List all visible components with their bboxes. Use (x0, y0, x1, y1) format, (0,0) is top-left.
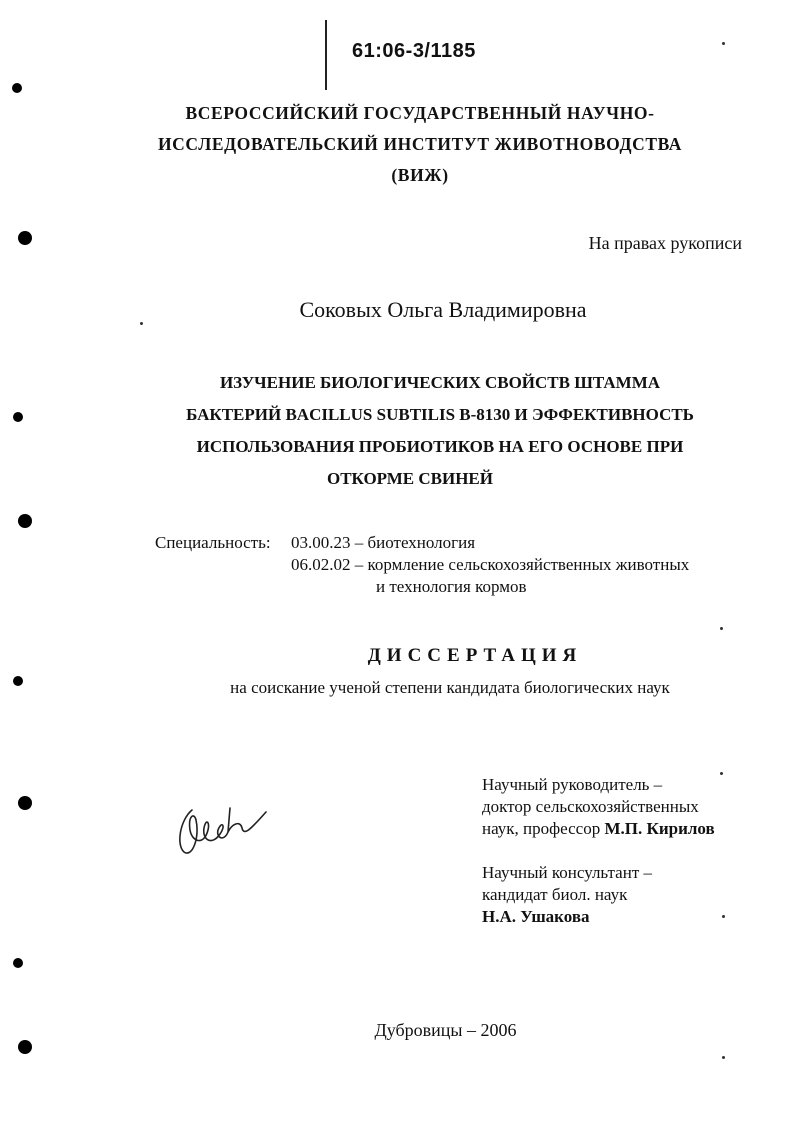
binding-hole (13, 958, 23, 968)
specialty-line: 03.00.23 – биотехнология (291, 533, 476, 552)
specialty-label: Специальность: (155, 533, 271, 552)
dissertation-subtitle: на соискание ученой степени кандидата биологических наук (230, 678, 670, 697)
scan-speck (720, 772, 723, 775)
manuscript-rights-note: На правах рукописи (588, 233, 742, 253)
advisor-degree: доктор сельскохозяйственных (482, 797, 699, 816)
title-line: БАКТЕРИЙ BACILLUS SUBTILIS В-8130 И ЭФФЕКТИВНОСТЬ (186, 405, 694, 424)
advisor-title-line (482, 818, 715, 840)
consultant-name: Н.А. Ушакова (482, 907, 590, 926)
title-line: ИЗУЧЕНИЕ БИОЛОГИЧЕСКИХ СВОЙСТВ ШТАММА (219, 373, 661, 392)
author-name: Соковых Ольга Владимировна (299, 297, 587, 322)
scan-speck (722, 1056, 725, 1059)
institute-name (120, 98, 720, 191)
binding-hole (18, 1040, 32, 1054)
scan-speck (720, 627, 723, 630)
binding-hole (18, 231, 32, 245)
advisor-role: Научный руководитель – (482, 775, 663, 794)
dissertation-title (140, 367, 740, 495)
consultant-degree: кандидат биол. наук (482, 885, 628, 904)
binding-hole (13, 412, 23, 422)
dissertation-heading: ДИССЕРТАЦИЯ (367, 645, 583, 666)
scientific-consultant (482, 862, 652, 928)
binding-hole (13, 676, 23, 686)
scan-speck (722, 42, 725, 45)
binding-hole (18, 796, 32, 810)
advisor-name: М.П. Кирилов (604, 819, 715, 838)
institute-abbreviation: (ВИЖ) (391, 165, 449, 185)
specialty-line: 06.02.02 – кормление сельскохозяйственных животных (291, 555, 690, 574)
title-line: ИСПОЛЬЗОВАНИЯ ПРОБИОТИКОВ НА ЕГО ОСНОВЕ ПРИ (196, 437, 684, 456)
institute-line: ВСЕРОССИЙСКИЙ ГОСУДАРСТВЕННЫЙ НАУЧНО- (185, 103, 655, 123)
institute-line: ИССЛЕДОВАТЕЛЬСКИЙ ИНСТИТУТ ЖИВОТНОВОДСТВА (157, 134, 683, 154)
stamp-divider-line (325, 20, 327, 90)
handwritten-signature (170, 790, 280, 875)
specialty-line: и технология кормов (376, 577, 527, 596)
advisor-rank: наук, профессор (482, 819, 605, 838)
city-and-year: Дубровицы – 2006 (374, 1020, 517, 1040)
title-line: ОТКОРМЕ СВИНЕЙ (326, 469, 493, 488)
binding-hole (12, 83, 22, 93)
scan-speck (722, 915, 725, 918)
binding-hole (18, 514, 32, 528)
consultant-role: Научный консультант – (482, 863, 652, 882)
archive-stamp-number: 61:06-3/1185 (352, 40, 476, 62)
scientific-advisor (482, 774, 715, 840)
